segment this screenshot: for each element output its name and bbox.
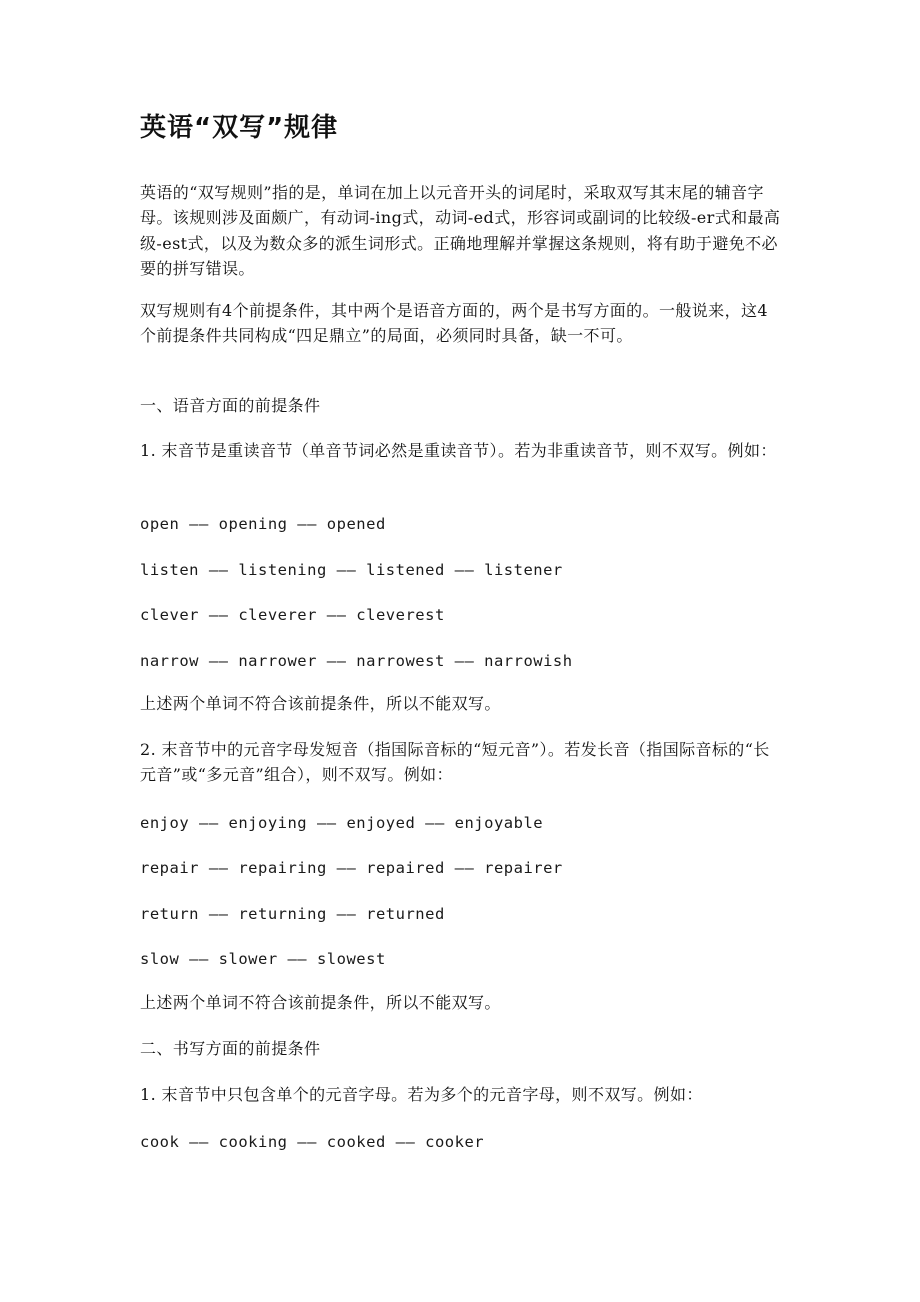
example-line: clever —— cleverer —— cleverest: [140, 606, 445, 624]
section-2-rule-1: 1. 末音节中只包含单个的元音字母。若为多个的元音字母，则不双写。例如：: [140, 1085, 703, 1104]
example-line: narrow —— narrower —— narrowest —— narrowish: [140, 652, 573, 670]
section-2-heading: 二、书写方面的前提条件: [140, 1039, 321, 1058]
section-1-heading: 一、语音方面的前提条件: [140, 396, 321, 415]
section-1-note-1: 上述两个单词不符合该前提条件，所以不能双写。: [140, 694, 501, 713]
example-line: repair —— repairing —— repaired —— repairer: [140, 859, 563, 877]
intro-paragraph-2: 双写规则有4个前提条件，其中两个是语音方面的，两个是书写方面的。一般说来，这4个前提条件共同构成“四足鼎立”的局面，必须同时具备，缺一不可。: [140, 301, 768, 346]
example-line: cook —— cooking —— cooked —— cooker: [140, 1133, 485, 1151]
example-line: return —— returning —— returned: [140, 905, 445, 923]
section-1-note-2: 上述两个单词不符合该前提条件，所以不能双写。: [140, 993, 501, 1012]
section-1-rule-2: 2. 末音节中的元音字母发短音（指国际音标的“短元音”）。若发长音（指国际音标的“长元音”或“多元音”组合），则不双写。例如：: [140, 740, 770, 785]
intro-paragraph-1: 英语的“双写规则”指的是，单词在加上以元音开头的词尾时，采取双写其末尾的辅音字母。该规则涉及面颇广，有动词-ing式，动词-ed式，形容词或副词的比较级-er式和最高级-est式，以及为数众多的派生词形式。正确地理解并掌握这条规则，将有助于避免不必要的拼写错误。: [140, 183, 781, 279]
example-line: slow —— slower —— slowest: [140, 950, 386, 968]
section-1-rule-1: 1. 末音节是重读音节（单音节词必然是重读音节）。若为非重读音节，则不双写。例如：: [140, 441, 777, 460]
document-title: 英语“双写”规律: [140, 113, 339, 143]
example-line: enjoy —— enjoying —— enjoyed —— enjoyable: [140, 814, 544, 832]
example-line: listen —— listening —— listened —— listener: [140, 561, 563, 579]
example-line: open —— opening —— opened: [140, 515, 386, 533]
